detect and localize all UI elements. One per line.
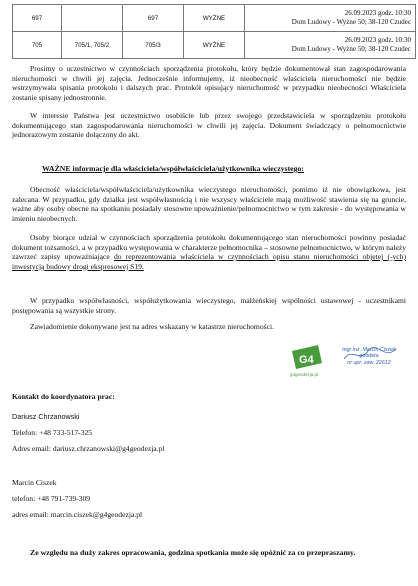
coordinator-1-email[interactable]: Adres email: dariusz.chrzanowski@g4geodezja.pl bbox=[12, 444, 165, 453]
logo-subtext: g4geodezja.pl bbox=[290, 372, 319, 377]
table-cell: 705 bbox=[13, 32, 62, 59]
coordinator-2-email[interactable]: adres email: marcin.ciszek@g4geodezja.pl bbox=[12, 510, 143, 519]
table-cell: WYŻNE bbox=[184, 5, 245, 32]
meeting-date: 26.09.2023 godz. 10:30 bbox=[344, 9, 411, 17]
meeting-date: 26.09.2023 godz. 10:30 bbox=[344, 36, 411, 44]
coordinator-1-name: Dariusz Chrzanowski bbox=[12, 412, 80, 421]
surveyor-name: mgr inż. Marcin Ciszek bbox=[342, 347, 396, 353]
surveyor-stamp bbox=[288, 343, 406, 377]
g4-logo bbox=[288, 343, 328, 377]
logo-text: G4 bbox=[299, 354, 314, 366]
table-cell: 697 bbox=[123, 5, 184, 32]
table-cell: 697 bbox=[13, 5, 62, 32]
meeting-place: Dom Ludowy - Wyżne 50; 38-120 Czudec bbox=[291, 45, 411, 53]
paragraph-coownership: W przypadku współwłasności, współużytkowania wieczystego, małżeńskiej wspólności ustawowej - uczestnikami postępowania są wszystkie strony. bbox=[12, 296, 406, 315]
table-cell bbox=[245, 32, 416, 59]
authorization-text: do reprezentowania właściciela w czynnościach opisu stanu nieruchomości objętej (-ych) inwestycją budowy drogi ekspresowej S19. bbox=[12, 252, 407, 271]
meeting-place: Dom Ludowy - Wyżne 50; 38-120 Czudec bbox=[291, 18, 411, 26]
table-cell: 705/1, 705/2 bbox=[62, 32, 123, 59]
footer-note: Ze względu na duży zakres opracowania, godzina spotkania może się opóźnić za co przepraszamy. bbox=[30, 548, 356, 557]
coordinator-1-phone[interactable]: Telefon: +48 733-517-325 bbox=[12, 428, 93, 437]
important-info-heading: WAŻNE informacje dla właściciela/współwłaściciela/użytkownika wieczystego: bbox=[42, 164, 305, 173]
coordinator-2-phone[interactable]: telefon: +48 791-739-309 bbox=[12, 494, 91, 503]
table-cell bbox=[62, 5, 123, 32]
coordinator-heading: Kontakt do koordynatora prac: bbox=[12, 392, 115, 401]
table-cell bbox=[245, 5, 416, 32]
parcel-table bbox=[12, 4, 416, 59]
coordinator-2-name: Marcin Ciszek bbox=[12, 478, 57, 487]
surveyor-license: nr upr. zaw. 22612 bbox=[347, 359, 391, 366]
documents-text: Osoby biorące udział w czynnościach sporządzenia protokołu dokumentującego stan nieruchomości powinny posiadać dokument tożsamości, a w przypadku występowania w charakterze pełnomocnika – stosowne pełnomocnictwo, w którym należy zawrzeć zapisy upoważniające bbox=[12, 233, 406, 261]
paragraph-representative: W interesie Państwa jest uczestnictwo osobiście lub przez swojego przedstawiciela w sporządzeniu protokołu dokumentującego stan zagospodarowania nieruchomości w chwili jej zajęcia. Dokument świadczący o pełnomocnictwie jednorazowym zostanie dołączony do akt. bbox=[12, 111, 406, 139]
paragraph-notification: Zawiadomienie dokonywane jest na adres wskazany w katastrze nieruchomości. bbox=[30, 322, 274, 331]
signature-scribble bbox=[340, 345, 400, 365]
surveyor-title: geodeta bbox=[359, 353, 379, 360]
paragraph-attendance: Prosimy o uczestnictwo w czynnościach sporządzenia protokołu, który będzie dokumentował stan zagospodarowania nieruchomości w chwili jej zajęcia. Jednocześnie informujemy, iż nieobecność właściciela nieruchomości nie będzie wstrzymywała spisania protokołu i dalszych prac. Protokół opisujący nieruchomość w przypadku nieobecności Właściciela zostanie spisany jednostronnie. bbox=[12, 64, 406, 102]
table-cell: 705/3 bbox=[123, 32, 184, 59]
table-cell: WYŻNE bbox=[184, 32, 245, 59]
paragraph-documents bbox=[12, 233, 406, 271]
table-row bbox=[13, 5, 416, 32]
table-row bbox=[13, 32, 416, 59]
paragraph-presence: Obecność właściciela/współwłaściciela/użytkownika wieczystego nieruchomości, pomimo iż nie obowiązkowa, jest zalecana. W przypadku, gdy działka jest współwłasnością i nie wszyscy właściciele mają możliwość stawienia się na gruncie, ważne aby osoby obecne na spotkaniu posiadały stosowne upoważnienie/pełnomocnictwo w tym zakresie - do występowania w imieniu nieobecnych. bbox=[12, 185, 406, 223]
